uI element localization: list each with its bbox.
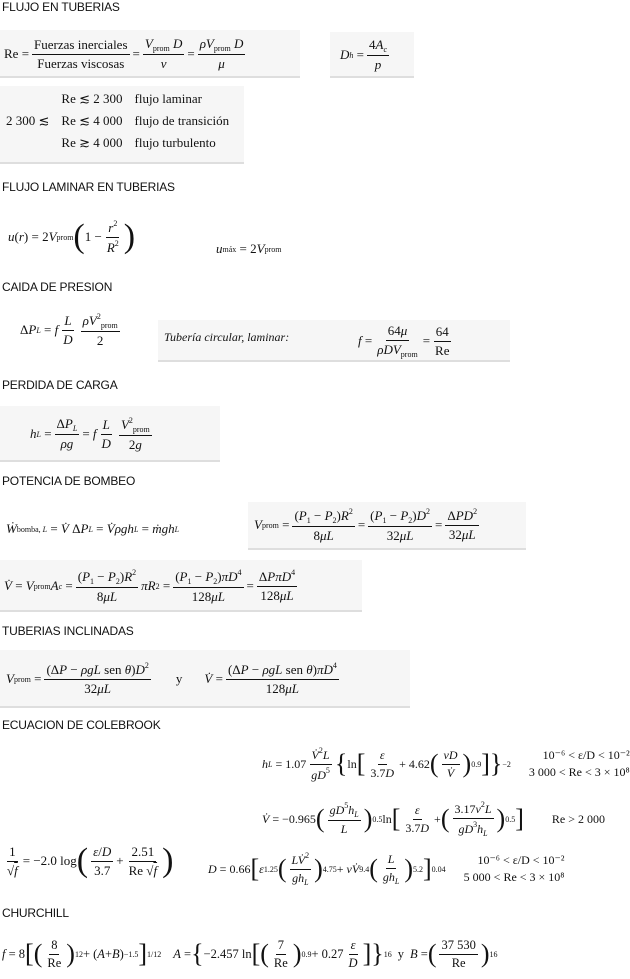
friction-laminar-label: Tubería circular, laminar: xyxy=(164,330,290,344)
reynolds-equation: Re = $\frac{\text{Fuerzas inerciales}}{\text{Fuerzas viscosas}}$ = $\frac{V_{prom} D}{\nu}$ = $\frac{\rho V_{prom} D}{\mu}$ xyxy=(4,36,244,71)
reynolds-num: Fuerzas inerciales xyxy=(32,37,129,55)
heading-caida-de-presion: CAIDA DE PRESION xyxy=(2,280,113,294)
velocity-profile-equation: u ( r ) = 2 V prom ( 1 − $\frac{r^2}{R^2}$ ) xyxy=(8,218,136,255)
regime-row: Re ≲ 2 300 flujo laminar xyxy=(61,91,203,106)
colebrook-d-conditions: 10⁻⁶ < ε/D < 10⁻² 5 000 < Re < 3 × 10⁸ xyxy=(463,853,565,884)
friction-laminar-equation: f = $\frac{64\mu}{\rho DV_{prom}}$ = $\frac{64}{Re}$ xyxy=(358,323,450,359)
heading-flujo-laminar: FLUJO LAMINAR EN TUBERIAS xyxy=(2,180,175,194)
reynolds-ratio xyxy=(32,37,129,72)
colebrook-main-equation: $\frac{1}{√f}$ = −2.0 log ( $\frac{\varepsilon/D}{3.7}$ + $\frac{2.51}{Re √f}$ ) xyxy=(7,842,174,879)
heading-perdida-de-carga: PERDIDA DE CARGA xyxy=(2,378,118,392)
heading-ecuacion-de-colebrook: ECUACION DE COLEBROOK xyxy=(2,718,161,732)
churchill-connector: y xyxy=(397,946,404,961)
colebrook-v-equation: V̇ = −0.965 ( $\frac{gD^5h_L}{L}$ ) 0.5 ln [ $\frac{\varepsilon}{3.7D}$ + ( $\frac{3.17\nu^2L}{gD^3h_L}$ ) 0.5 ] Re > 2 000 xyxy=(262,800,605,838)
colebrook-v-conditions: Re > 2 000 xyxy=(551,811,605,826)
heading-churchill: CHURCHILL xyxy=(2,906,69,920)
pumping-power-equation: Ẇ bomba, L = V̇ Δ P L = V̇ρgh L = ṁgh L xyxy=(6,521,180,536)
reynolds-den: Fuerzas viscosas xyxy=(37,55,125,71)
head-loss-equation: h L = $\frac{\Delta P_L}{\rho g}$ = f $\frac{L}{D}$ $\frac{V^2_{prom}}{2g}$ xyxy=(30,415,150,452)
heading-flujo-en-tuberias: FLUJO EN TUBERIAS xyxy=(2,0,120,14)
inclined-connector: y xyxy=(175,671,183,686)
max-velocity-equation: u máx = 2 V prom xyxy=(216,241,282,256)
regimes-table xyxy=(0,88,235,154)
colebrook-d-equation: D = 0.66 [ ε 1.25 ( $\frac{LV̇^2}{gh_L}$ ) 4.75 + νV̇ 9.4 ( $\frac{L}{gh_L}$ ) 5.2 ] 0.04 10⁻⁶ < ε/D < 10⁻² 5 000 < Re < 3 × 10⁸ xyxy=(208,851,565,887)
regime-row: 2 300 ≲ Re ≲ 4 000 flujo de transición xyxy=(6,113,230,128)
inclined-equations: V prom = $\frac{(\Delta P - \rho gL sen \theta)D^2}{32\mu L}$ y V̇ = $\frac{(\Delta P - \rho gL sen \theta)\pi D^4}{128\mu L}$ xyxy=(6,661,337,696)
reynolds-lhs: Re = xyxy=(4,46,30,61)
flow-rate-equation: V̇ = V prom A c = $\frac{(P_1 - P_2)R^2}{8\mu L}$ πR 2 = $\frac{(P_1 - P_2)\pi D^4}{128\mu L}$ = $\frac{\Delta P\pi D^4}{128\mu L}$ xyxy=(4,567,296,604)
heading-tuberias-inclinadas: TUBERIAS INCLINADAS xyxy=(2,624,134,638)
pressure-drop-equation: Δ P L = f $\frac{L}{D}$ $\frac{\rho V^2_{prom}}{2}$ xyxy=(20,311,118,348)
hydraulic-diameter-equation: D h = $\frac{4A_c}{p}$ xyxy=(340,37,387,72)
heading-potencia-de-bombeo: POTENCIA DE BOMBEO xyxy=(2,474,136,488)
colebrook-hl-equation: h L = 1.07 $\frac{V̇^2L}{gD^5}$ { ln [ $\frac{\varepsilon}{3.7D}$ + 4.62 ( $\frac{\nu D}{V̇}$ ) 0.9 ] } −2 10⁻⁶ < ε/D < 10⁻² 3 000 < Re < 3 × 10⁸ xyxy=(262,745,630,782)
churchill-equation: f = 8 [ ( $\frac{8}{Re}$ ) 12 + ( A + B ) −1.5 ] 1/12 A = { −2.457 ln [ ( $\frac{7}{Re}$ ) 0.9 + 0.27 $\frac{\varepsilon}{D}$ ] } 16 y B = ( $\frac{37 530}{Re}$ ) 16 xyxy=(2,937,498,970)
regime-row: Re ≳ 4 000 flujo turbulento xyxy=(61,135,216,150)
mean-velocity-equation: V prom = $\frac{(P_1 - P_2)R^2}{8\mu L}$ = $\frac{(P_1 - P_2)D^2}{32\mu L}$ = $\frac{\Delta PD^2}{32\mu L}$ xyxy=(254,506,478,543)
colebrook-hl-conditions: 10⁻⁶ < ε/D < 10⁻² 3 000 < Re < 3 × 10⁸ xyxy=(528,748,630,779)
